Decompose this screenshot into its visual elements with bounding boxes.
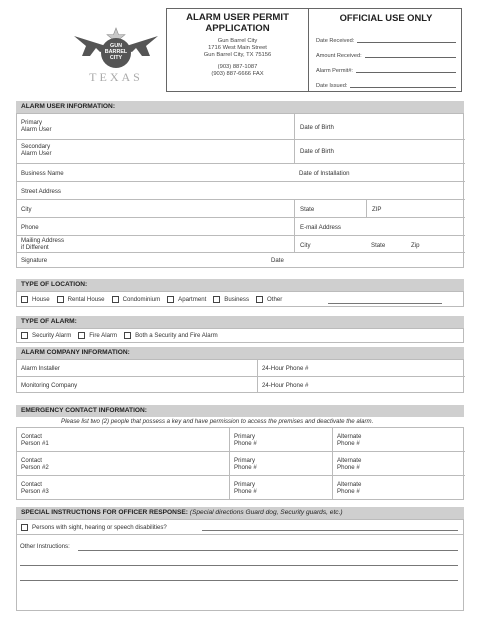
street-address-row[interactable]: Street Address	[17, 182, 465, 200]
emergency-note: Please list two (2) people that possess a key and have permission to access the premises and deactivate the alarm.	[61, 418, 374, 425]
location-house-checkbox[interactable]: House	[21, 296, 50, 303]
official-use-box	[310, 9, 462, 91]
alarm-type-header: TYPE OF ALARM:	[16, 316, 464, 328]
date-received-field[interactable]: Date Received:	[316, 29, 456, 44]
primary-user-row[interactable]: Primary Alarm User Date of Birth	[17, 114, 465, 140]
header-center	[167, 9, 309, 91]
other-location-line[interactable]	[328, 303, 442, 304]
disabilities-checkbox[interactable]: Persons with sight, hearing or speech disabilities?	[16, 521, 464, 533]
city-logo	[70, 26, 162, 84]
official-use-title: OFFICIAL USE ONLY	[339, 12, 433, 23]
contact-row[interactable]: Contact Person #1 Primary Phone # Alternate Phone #	[17, 428, 465, 452]
logo-state: TEXAS	[89, 70, 143, 84]
other-instructions-line-1[interactable]	[78, 550, 458, 551]
secondary-user-row[interactable]: Secondary Alarm User Date of Birth	[17, 140, 465, 164]
form-title-1: ALARM USER PERMIT	[186, 12, 289, 23]
location-apartment-checkbox[interactable]: Apartment	[167, 296, 206, 303]
logo-line-3: CITY	[109, 55, 123, 62]
primary-dob-label: Date of Birth	[300, 124, 334, 131]
emergency-section	[16, 405, 464, 500]
location-section	[16, 279, 464, 307]
company-section	[16, 347, 464, 393]
business-name-row[interactable]: Business Name Date of Installation	[17, 164, 465, 182]
location-other-checkbox[interactable]: Other	[256, 296, 282, 303]
company-header: ALARM COMPANY INFORMATION:	[16, 347, 464, 359]
installer-row[interactable]: Alarm Installer 24-Hour Phone #	[17, 360, 465, 377]
city-row[interactable]: City State ZIP	[17, 200, 465, 218]
special-section: SPECIAL INSTRUCTIONS FOR OFFICER RESPONSE: (Special directions Guard dog, Security guards, etc.) Persons with sight, hearing or speech disabilities? Other Instructions:	[16, 507, 464, 611]
location-condominium-checkbox[interactable]: Condominium	[112, 296, 161, 303]
security-alarm-checkbox[interactable]: Security Alarm	[21, 332, 71, 339]
special-header: SPECIAL INSTRUCTIONS FOR OFFICER RESPONSE: (Special directions Guard dog, Security guards, etc.)	[16, 507, 464, 519]
alarm-permit-field[interactable]: Alarm Permit#:	[316, 59, 456, 74]
fax-number: (903) 887-6666 FAX	[211, 71, 264, 77]
location-header: TYPE OF LOCATION:	[16, 279, 464, 291]
contact-row[interactable]: Contact Person #2 Primary Phone # Alternate Phone #	[17, 452, 465, 476]
alarm-type-section	[16, 316, 464, 343]
address-line-2: 1716 West Main Street	[208, 45, 267, 51]
other-instructions-line-2[interactable]	[20, 565, 458, 566]
address-line-3: Gun Barrel City, TX 75156	[203, 52, 272, 58]
both-alarm-checkbox[interactable]: Both a Security and Fire Alarm	[124, 332, 218, 339]
form-title-2: APPLICATION	[205, 23, 270, 34]
address-line-1: Gun Barrel City	[217, 38, 258, 44]
fire-alarm-checkbox[interactable]: Fire Alarm	[78, 332, 117, 339]
amount-received-field[interactable]: Amount Received:	[316, 44, 456, 59]
other-instructions-line-3[interactable]	[20, 580, 458, 581]
alarm-user-section	[16, 101, 464, 268]
signature-row[interactable]: Signature Date	[21, 257, 284, 264]
header-box	[166, 8, 462, 92]
alarm-user-header: ALARM USER INFORMATION:	[16, 101, 464, 113]
monitoring-row[interactable]: Monitoring Company 24-Hour Phone #	[17, 377, 465, 393]
location-rental-house-checkbox[interactable]: Rental House	[57, 296, 105, 303]
location-business-checkbox[interactable]: Business	[213, 296, 249, 303]
mailing-address-row[interactable]: Mailing Address if Different City State Zip	[17, 236, 465, 253]
logo-line-1: GUN	[110, 43, 122, 49]
emergency-header: EMERGENCY CONTACT INFORMATION:	[16, 405, 464, 417]
contact-row[interactable]: Contact Person #3 Primary Phone # Alternate Phone #	[17, 476, 465, 500]
disabilities-line[interactable]	[202, 530, 458, 531]
phone-row[interactable]: Phone E-mail Address	[17, 218, 465, 236]
secondary-dob-label: Date of Birth	[300, 148, 334, 155]
logo-line-2: BARREL	[104, 49, 128, 56]
date-issued-field[interactable]: Date Issued:	[316, 74, 456, 89]
phone-number: (903) 887-1087	[217, 64, 258, 70]
